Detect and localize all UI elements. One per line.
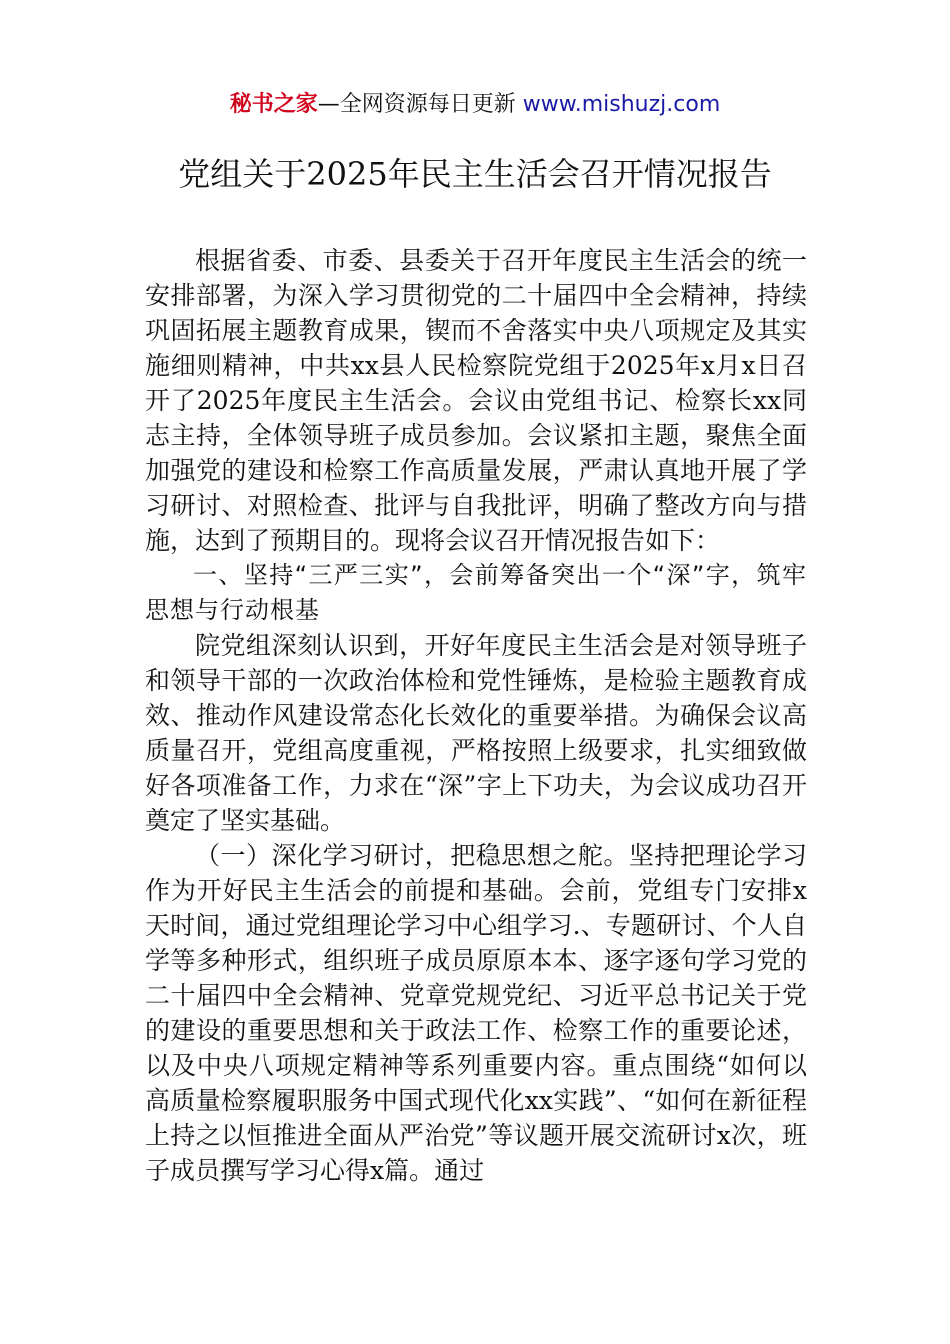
section-heading: 一、坚持“三严三实”，会前筹备突出一个“深”字，筑牢思想与行动根基 — [145, 561, 807, 624]
document-body — [145, 243, 807, 1188]
site-header — [0, 88, 950, 122]
site-name: 秘书之家 — [229, 92, 318, 117]
intro-paragraph: 根据省委、市委、县委关于召开年度民主生活会的统一安排部署，为深入学习贯彻党的二十届四中全会精神，持续巩固拓展主题教育成果，锲而不舍落实中央八项规定及其实施细则精神，中共xx县人民检察院党组于2025年x月x日召开了2025年度民主生活会。会议由党组书记、检察长xx同志主持，全体领导班子成员参加。会议紧扣主题，聚焦全面加强党的建设和检察工作高质量发展，严肃认真地开展了学习研讨、对照检查、批评与自我批评，明确了整改方向与措施，达到了预期目的。现将会议召开情况报告如下： — [145, 246, 807, 555]
document-title: 党组关于2025年民主生活会召开情况报告 — [178, 155, 772, 193]
site-tagline: —全网资源每日更新 — [317, 92, 523, 117]
site-url-link[interactable]: www.mishuzj.com — [522, 92, 721, 117]
subsection-paragraph: （一）深化学习研讨，把稳思想之舵。坚持把理论学习作为开好民主生活会的前提和基础。会前，党组专门安排x天时间，通过党组理论学习中心组学习.、专题研讨、个人自学等多种形式，组织班子成员原原本本、逐字逐句学习党的二十届四中全会精神、党章党规党纪、习近平总书记关于党的建设的重要思想和关于政法工作、检察工作的重要论述，以及中央八项规定精神等系列重要内容。重点围绕“如何以高质量检察履职服务中国式现代化xx实践”、“如何在新征程上持之以恒推进全面从严治党”等议题开展交流研讨x次，班子成员撰写学习心得x篇。通过 — [145, 841, 807, 1185]
section-paragraph: 院党组深刻认识到，开好年度民主生活会是对领导班子和领导干部的一次政治体检和党性锤炼，是检验主题教育成效、推动作风建设常态化长效化的重要举措。为确保会议高质量召开，党组高度重视，严格按照上级要求，扎实细致做好各项准备工作，力求在“深”字上下功夫，为会议成功召开奠定了坚实基础。 — [145, 631, 807, 835]
